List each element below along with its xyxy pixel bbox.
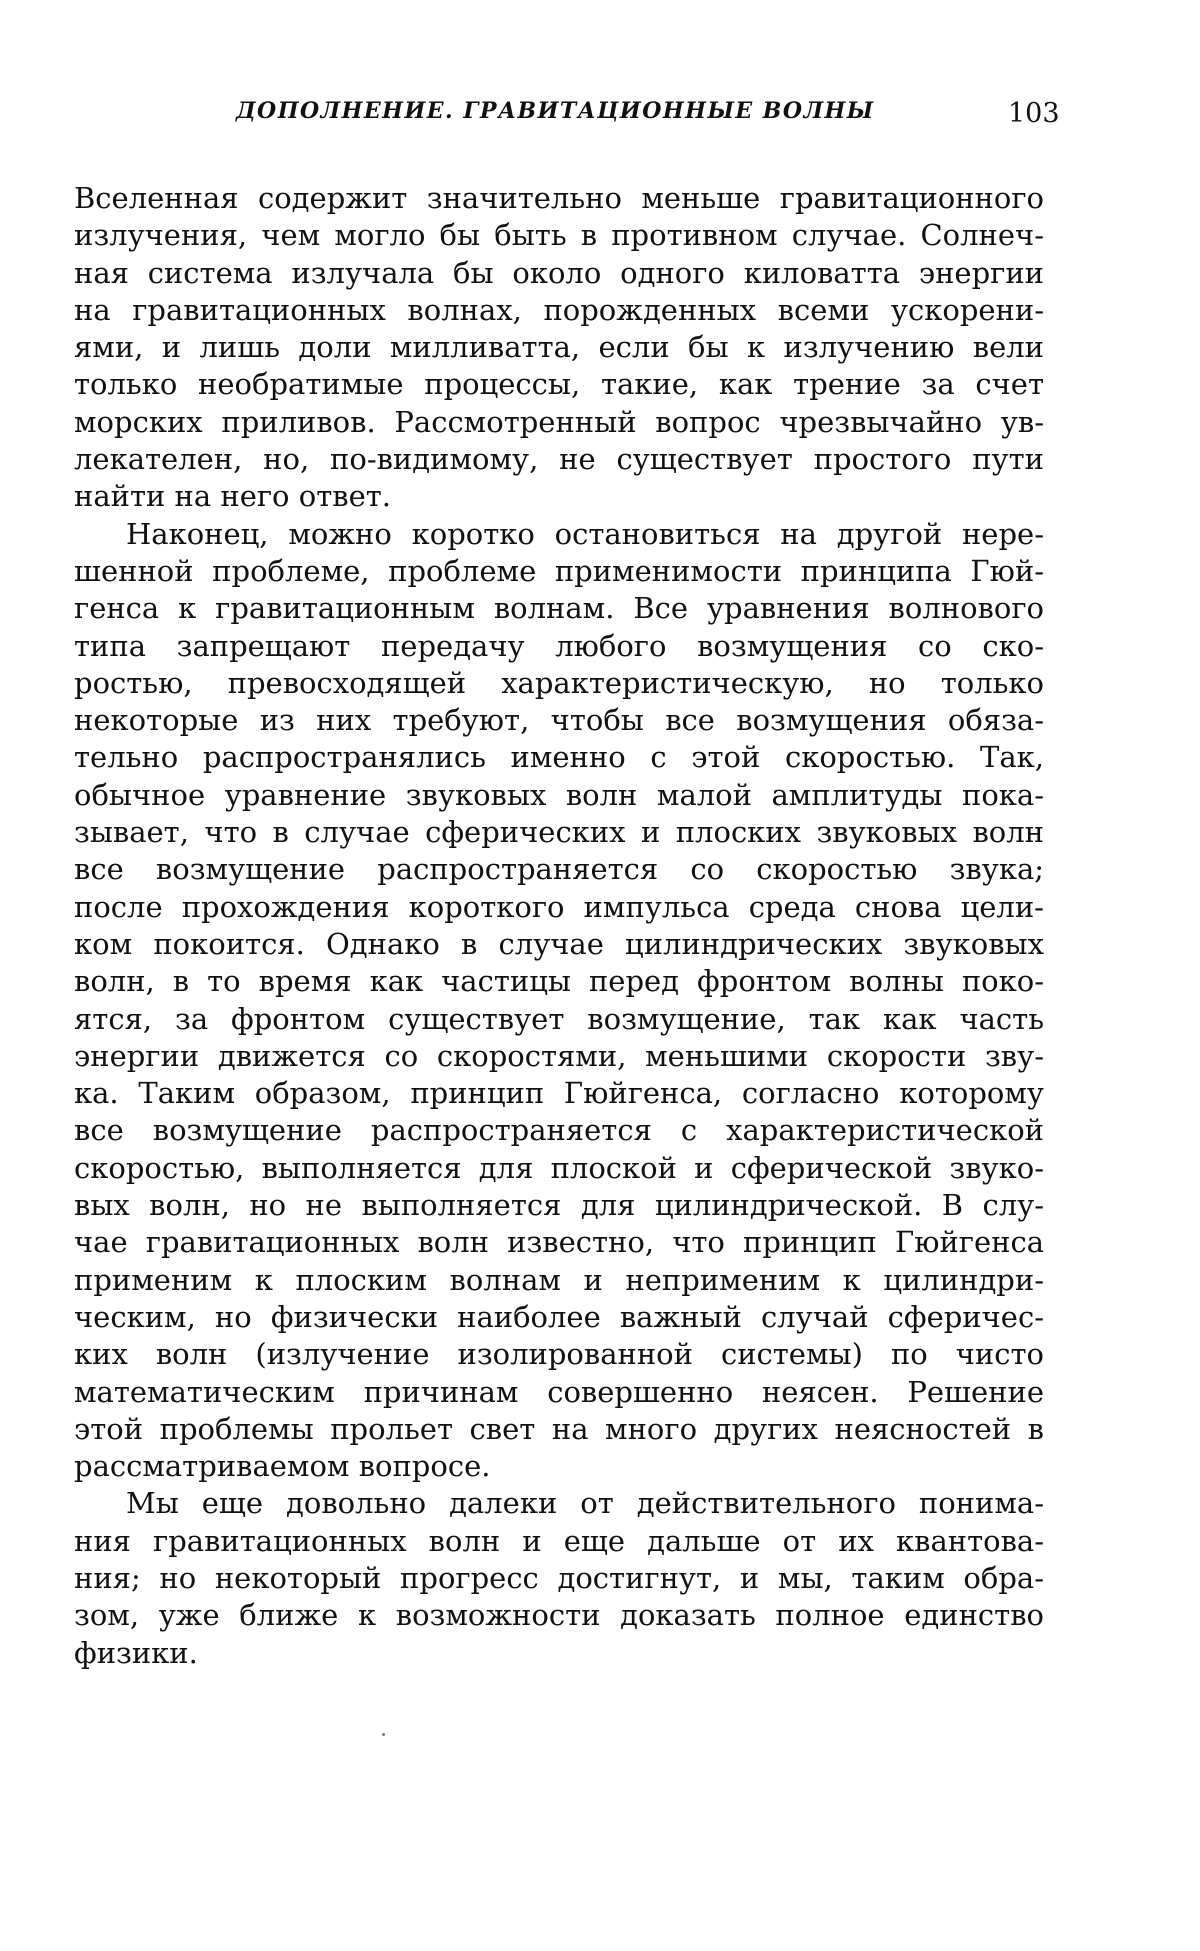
text-line: все возмущение распространяется с характеристической: [74, 1113, 1044, 1148]
text-line: на гравитационных волнах, порожденных всеми ускорени-: [74, 292, 1044, 327]
print-speck: [382, 1733, 385, 1736]
text-line: математическим причинам совершенно неясен. Решение: [74, 1374, 1044, 1409]
paragraph: [74, 516, 1044, 1486]
body-text: [74, 180, 1044, 1672]
text-line: все возмущение распространяется со скоростью звука;: [74, 852, 1044, 887]
paragraph: [74, 180, 1044, 516]
text-line: после прохождения короткого импульса среда снова цели-: [74, 889, 1044, 924]
text-line: лекателен, но, по-видимому, не существует простого пути: [74, 442, 1044, 477]
text-line: ния гравитационных волн и еще дальше от их квантова-: [74, 1523, 1044, 1558]
text-line: скоростью, выполняется для плоской и сферической звуко-: [74, 1150, 1044, 1185]
text-line: шенной проблеме, проблеме применимости принципа Гюй-: [74, 553, 1044, 588]
text-line: зывает, что в случае сферических и плоских звуковых волн: [74, 815, 1044, 850]
text-line: ния; но некоторый прогресс достигнут, и мы, таким обра-: [74, 1560, 1044, 1595]
text-line: ятся, за фронтом существует возмущение, так как часть: [74, 1001, 1044, 1036]
text-line: этой проблемы прольет свет на много других неясностей в: [74, 1411, 1044, 1446]
text-line: только необратимые процессы, такие, как трение за счет: [74, 367, 1044, 402]
text-line: некоторые из них требуют, чтобы все возмущения обяза-: [74, 703, 1044, 738]
running-head: ДОПОЛНЕНИЕ. ГРАВИТАЦИОННЫЕ ВОЛНЫ: [236, 98, 875, 124]
text-line: физики.: [74, 1635, 198, 1670]
text-line: Наконец, можно коротко остановиться на другой нере-: [126, 516, 1044, 551]
text-line: ких волн (излучение изолированной системы) по чисто: [74, 1337, 1044, 1372]
text-line: ком покоится. Однако в случае цилиндрических звуковых: [74, 926, 1044, 961]
text-line: ка. Таким образом, принцип Гюйгенса, согласно которому: [74, 1076, 1044, 1111]
text-line: тельно распространялись именно с этой скоростью. Так,: [74, 740, 1044, 775]
text-line: найти на него ответ.: [74, 479, 391, 514]
text-line: морских приливов. Рассмотренный вопрос чрезвычайно ув-: [74, 404, 1044, 439]
text-line: типа запрещают передачу любого возмущения со ско-: [74, 628, 1044, 663]
text-line: чае гравитационных волн известно, что принцип Гюйгенса: [74, 1225, 1044, 1260]
text-line: обычное уравнение звуковых волн малой амплитуды пока-: [74, 777, 1044, 812]
text-line: вых волн, но не выполняется для цилиндрической. В слу-: [74, 1188, 1044, 1223]
text-line: рассматриваемом вопросе.: [74, 1449, 491, 1484]
text-line: излучения, чем могло бы быть в противном случае. Солнеч-: [74, 218, 1044, 253]
text-line: генса к гравитационным волнам. Все уравнения волнового: [74, 591, 1044, 626]
text-line: ная система излучала бы около одного киловатта энергии: [74, 255, 1044, 290]
text-line: энергии движется со скоростями, меньшими скорости зву-: [74, 1038, 1044, 1073]
text-line: применим к плоским волнам и неприменим к цилиндри-: [74, 1262, 1044, 1297]
text-line: зом, уже ближе к возможности доказать полное единство: [74, 1598, 1044, 1633]
text-line: Вселенная содержит значительно меньше гравитационного: [74, 181, 1044, 215]
text-line: волн, в то время как частицы перед фронтом волны поко-: [74, 964, 1044, 999]
text-line: ями, и лишь доли милливатта, если бы к излучению вели: [74, 330, 1044, 365]
paragraph: [74, 1485, 1044, 1671]
page-number: 103: [1008, 98, 1060, 129]
text-line: ческим, но физически наиболее важный случай сферичес-: [74, 1299, 1044, 1334]
text-line: ростью, превосходящей характеристическую, но только: [74, 665, 1044, 700]
text-line: Мы еще довольно далеки от действительного понима-: [126, 1486, 1044, 1521]
